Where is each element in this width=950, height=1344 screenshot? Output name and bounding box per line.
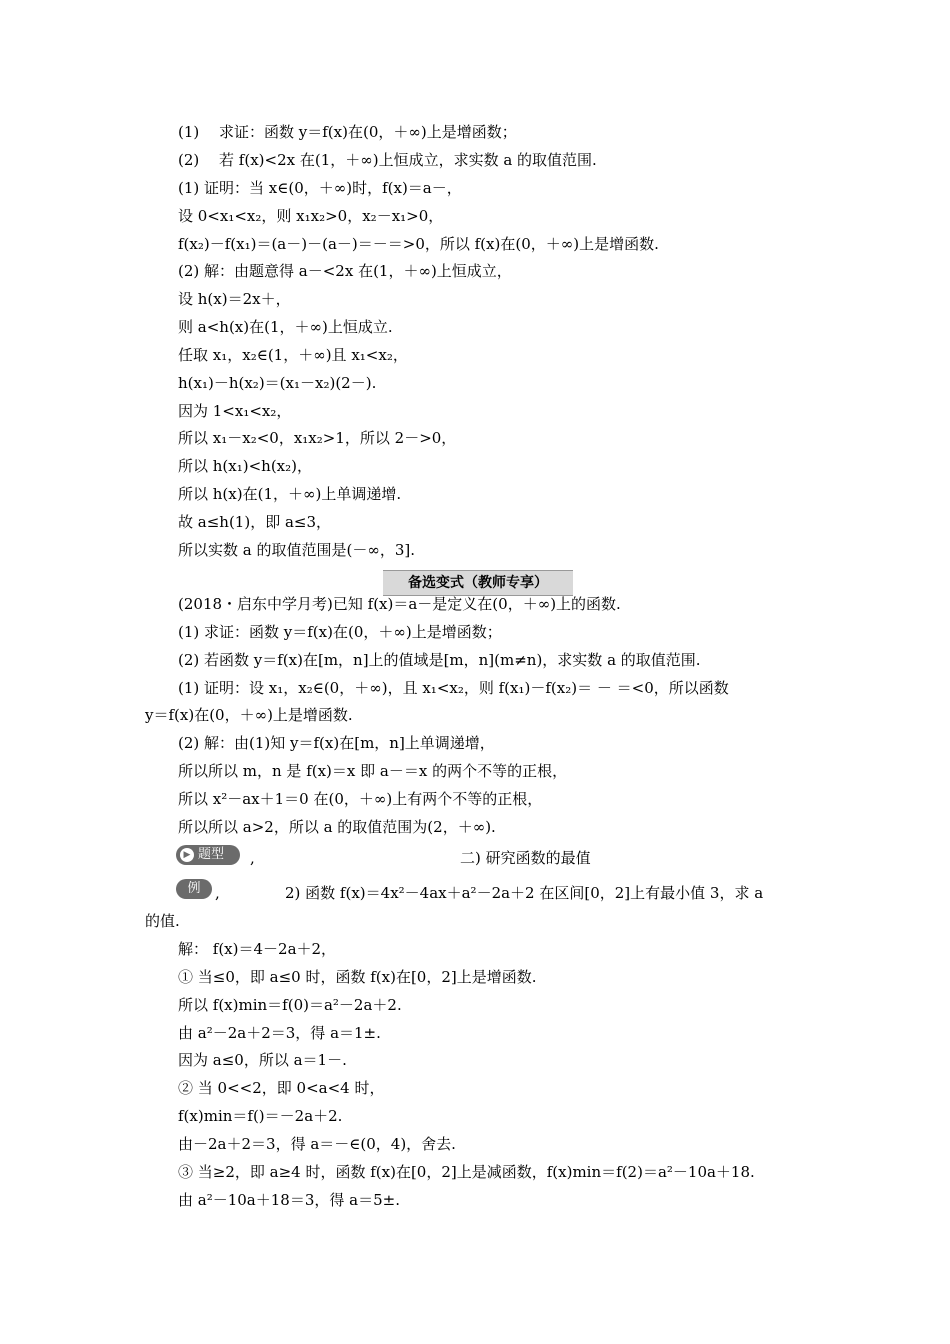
badge-label: 题型 (198, 847, 225, 862)
text-line: 故 a≤h(1)，即 a≤3， (178, 513, 332, 531)
text-line: ① 当≤0，即 a≤0 时，函数 f(x)在[0，2]上是增函数. (178, 968, 537, 986)
example-badge: 例 (176, 879, 212, 899)
section-heading: 二) 研究函数的最值 (460, 849, 591, 867)
text-line: (2) 若函数 y＝f(x)在[m，n]上的值域是[m，n](m≠n)，求实数 a 的取值范围. (178, 651, 701, 669)
text-line: (1) 证明：当 x∈(0，＋∞)时，f(x)＝a－， (178, 179, 462, 197)
text-line: 所以实数 a 的取值范围是(－∞，3]. (178, 541, 415, 559)
text-line: 由－2a＋2＝3，得 a＝－∈(0，4)，舍去. (178, 1135, 456, 1153)
text-line: (2) 若 f(x)<2x 在(1，＋∞)上恒成立，求实数 a 的取值范围. (178, 151, 597, 169)
text-line: 则 a<h(x)在(1，＋∞)上恒成立. (178, 318, 393, 336)
text-line: 设 0<x₁<x₂，则 x₁x₂>0，x₂－x₁>0， (178, 207, 444, 225)
text-line: 解： f(x)＝4－2a＋2， (178, 940, 337, 958)
section-banner: 备选变式（教师专享） (383, 570, 573, 596)
text-line: 由 a²－10a＋18＝3，得 a＝5±. (178, 1191, 400, 1209)
text-line: ② 当 0<<2，即 0<a<4 时， (178, 1079, 385, 1097)
text-line: (2) 解：由题意得 a－<2x 在(1，＋∞)上恒成立， (178, 262, 512, 280)
text-line: (2) 解：由(1)知 y＝f(x)在[m，n]上单调递增， (178, 734, 495, 752)
text-line: 所以 h(x₁)<h(x₂)， (178, 457, 313, 475)
text-line: h(x₁)－h(x₂)＝(x₁－x₂)(2－). (178, 374, 377, 392)
text-line: (1) 求证：函数 y＝f(x)在(0，＋∞)上是增函数； (178, 123, 517, 141)
text-line: , (215, 884, 220, 902)
text-line: (2018・启东中学月考)已知 f(x)＝a－是定义在(0，＋∞)上的函数. (178, 595, 621, 613)
text-line: 任取 x₁，x₂∈(1，＋∞)且 x₁<x₂， (178, 346, 408, 364)
text-line: 因为 a≤0，所以 a＝1－. (178, 1051, 347, 1069)
text-line: (1) 证明：设 x₁，x₂∈(0，＋∞)，且 x₁<x₂，则 f(x₁)－f(x₂)＝ － ＝<0，所以函数 (178, 679, 729, 697)
text-line: 所以 x₁－x₂<0，x₁x₂>1，所以 2－>0， (178, 429, 457, 447)
text-line: 2) 函数 f(x)＝4x²－4ax＋a²－2a＋2 在区间[0，2]上有最小值 3，求 a (285, 884, 764, 902)
text-line: (1) 求证：函数 y＝f(x)在(0，＋∞)上是增函数； (178, 623, 502, 641)
question-type-badge (176, 845, 240, 865)
text-line: f(x)min＝f()＝－2a＋2. (178, 1107, 343, 1125)
text-line: 所以所以 m，n 是 f(x)＝x 即 a－＝x 的两个不等的正根， (178, 762, 568, 780)
text-line: y＝f(x)在(0，＋∞)上是增函数. (145, 706, 353, 724)
text-line: 设 h(x)＝2x＋， (178, 290, 291, 308)
play-arrow-icon: ▶ (180, 848, 194, 862)
text-line: 的值. (145, 912, 180, 930)
text-line: ③ 当≥2，即 a≥4 时，函数 f(x)在[0，2]上是减函数，f(x)min＝f(2)＝a²－10a＋18. (178, 1163, 755, 1181)
text-line: , (250, 849, 255, 867)
text-line: 因为 1<x₁<x₂， (178, 402, 292, 420)
text-line: 所以 x²－ax＋1＝0 在(0，＋∞)上有两个不等的正根， (178, 790, 543, 808)
text-line: 所以 h(x)在(1，＋∞)上单调递增. (178, 485, 402, 503)
text-line: f(x₂)－f(x₁)＝(a－)－(a－)＝－＝>0，所以 f(x)在(0，＋∞)上是增函数. (178, 235, 659, 253)
text-line: 所以所以 a>2，所以 a 的取值范围为(2，＋∞). (178, 818, 496, 836)
text-line: 由 a²－2a＋2＝3，得 a＝1±. (178, 1024, 381, 1042)
text-line: 所以 f(x)min＝f(0)＝a²－2a＋2. (178, 996, 402, 1014)
